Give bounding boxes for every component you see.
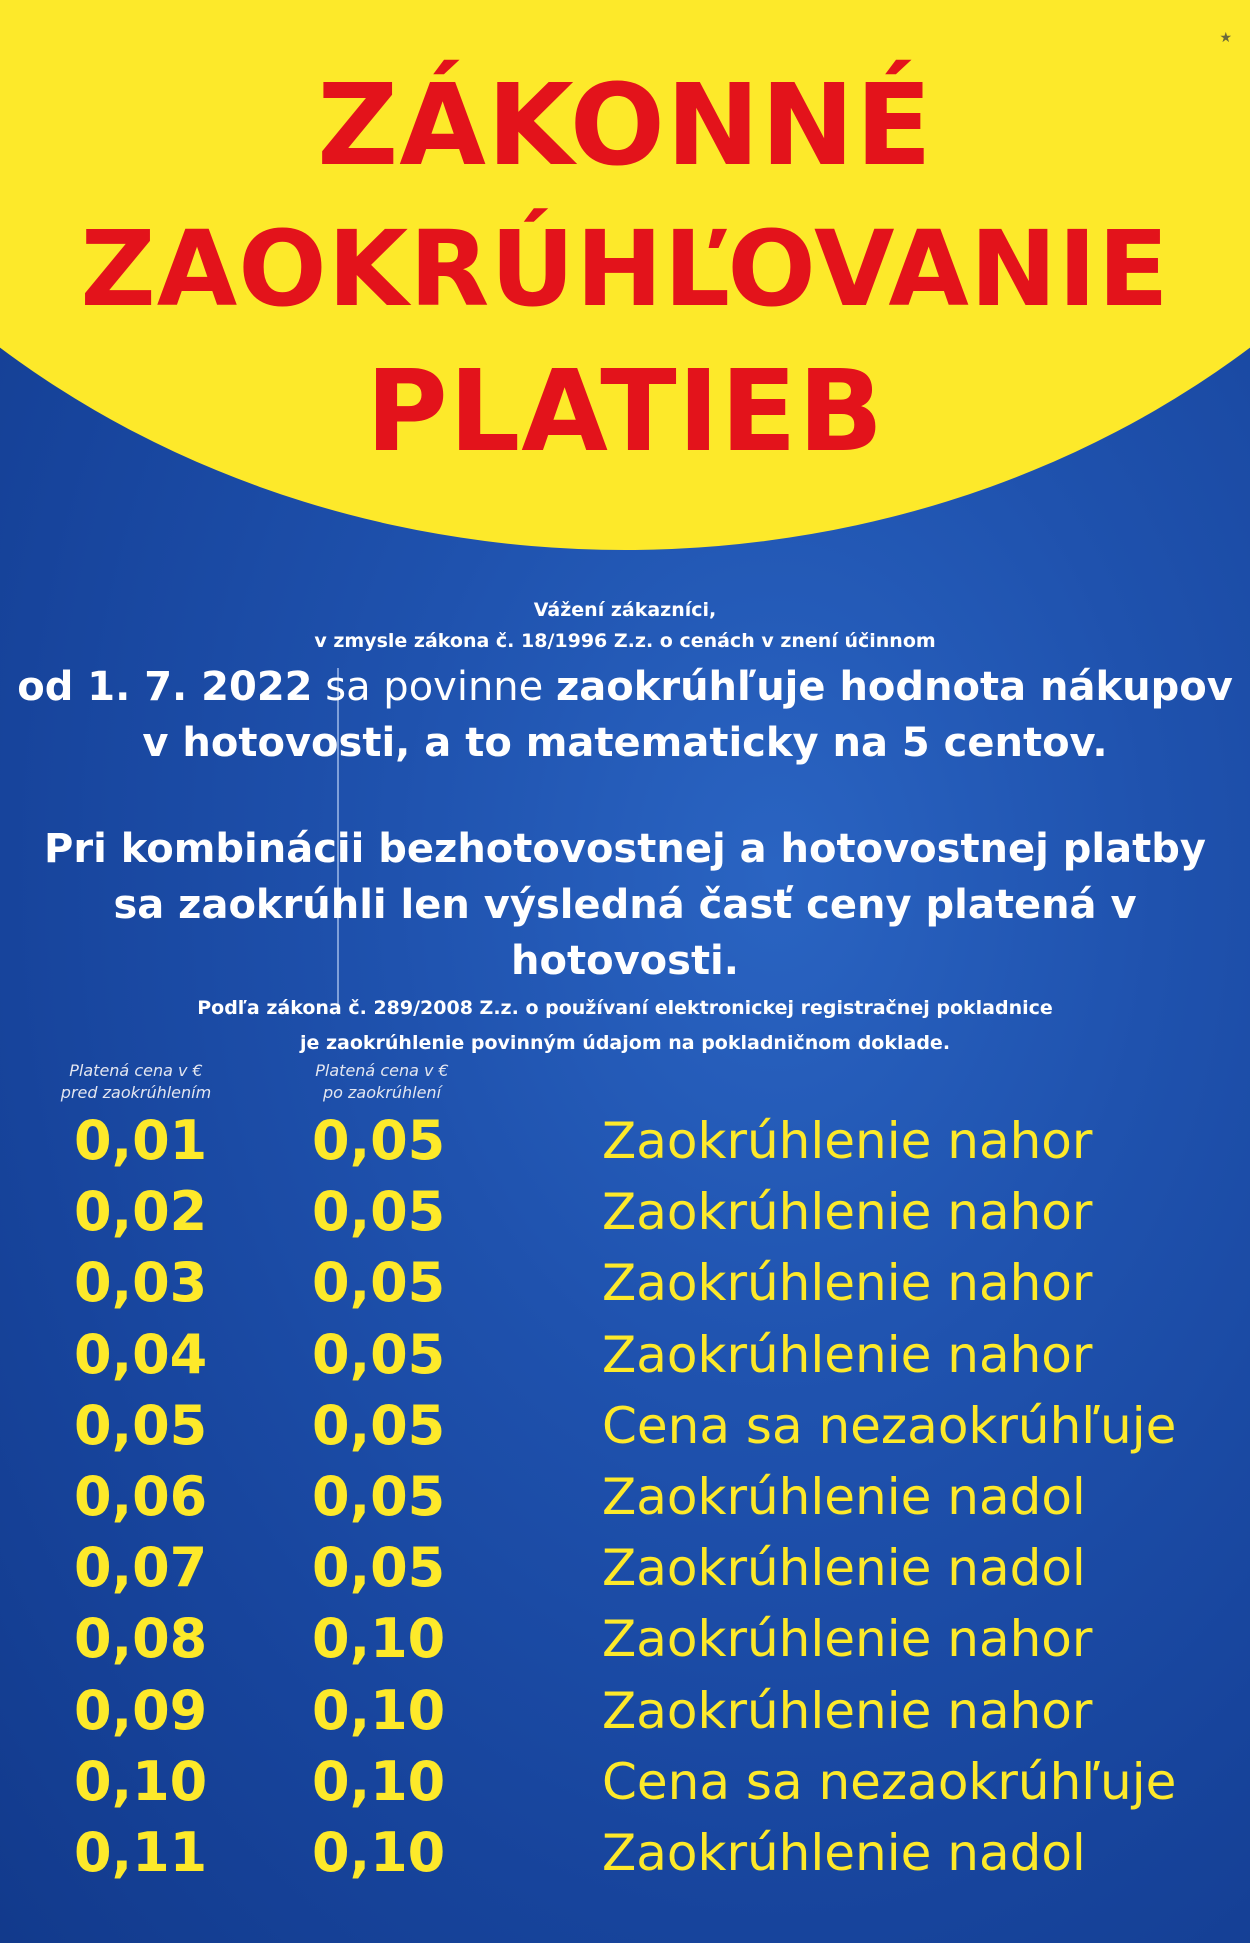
effective-date: od 1. 7. 2022 — [17, 664, 313, 710]
rounding-label: Cena sa nezaokrúhľuje — [602, 1396, 1177, 1455]
corner-mark: ★ — [1219, 30, 1232, 46]
rounding-label: Zaokrúhlenie nahor — [602, 1610, 1093, 1669]
rounding-label: Zaokrúhlenie nadol — [602, 1823, 1086, 1882]
table-row — [0, 1822, 1250, 1893]
column-header-before-line-2: pred zaokrúhlením — [60, 1083, 212, 1102]
combined-payment-line-1: Pri kombinácii bezhotovostnej a hotovostnej platby — [44, 826, 1206, 872]
price-after: 0,10 — [312, 1678, 446, 1742]
greeting: Vážení zákazníci, — [533, 599, 717, 621]
table-row — [0, 1751, 1250, 1822]
column-header-after-line-1: Platená cena v € — [315, 1061, 449, 1080]
table-row — [0, 1608, 1250, 1679]
rule-statement: zaokrúhľuje hodnota nákupov — [555, 664, 1233, 710]
cash-register-line-1: Podľa zákona č. 289/2008 Z.z. o používaní elektronickej registračnej pokladnice — [197, 997, 1053, 1019]
rounding-label: Zaokrúhlenie nadol — [602, 1539, 1086, 1598]
table-row — [0, 1395, 1250, 1466]
table-row — [0, 1252, 1250, 1323]
table-row — [0, 1181, 1250, 1252]
table-row — [0, 1537, 1250, 1608]
law-reference-line: v zmysle zákona č. 18/1996 Z.z. o cenách v znení účinnom — [314, 630, 936, 652]
price-after: 0,05 — [312, 1180, 446, 1244]
price-after: 0,10 — [312, 1749, 446, 1813]
column-header-before-line-1: Platená cena v € — [69, 1061, 203, 1080]
price-before: 0,04 — [74, 1322, 208, 1386]
combined-payment-line-2: sa zaokrúhli len výsledná časť ceny platená v hotovosti. — [113, 882, 1137, 984]
price-after: 0,05 — [312, 1109, 446, 1172]
headline-line-2: ZAOKRÚHĽOVANIE — [80, 208, 1170, 330]
price-before: 0,11 — [74, 1820, 208, 1884]
cash-register-line-2: je zaokrúhlenie povinným údajom na pokladničnom doklade. — [299, 1032, 951, 1054]
intro-text-block — [0, 595, 1250, 1061]
price-before: 0,05 — [74, 1393, 208, 1457]
column-header-before — [36, 1060, 236, 1104]
price-after: 0,05 — [312, 1322, 446, 1386]
cash-register-note — [0, 991, 1250, 1061]
rounding-label: Zaokrúhlenie nahor — [602, 1254, 1093, 1313]
table-row — [0, 1466, 1250, 1537]
price-after: 0,05 — [312, 1464, 446, 1528]
headline — [0, 55, 1250, 484]
price-after: 0,10 — [312, 1820, 446, 1884]
price-before: 0,07 — [74, 1536, 208, 1600]
rounding-label: Zaokrúhlenie nadol — [602, 1467, 1086, 1526]
price-before: 0,06 — [74, 1464, 208, 1528]
rounding-rule-line-2: v hotovosti, a to matematicky na 5 centov. — [142, 720, 1108, 766]
rounding-label: Zaokrúhlenie nahor — [602, 1681, 1093, 1740]
rounding-label: Zaokrúhlenie nahor — [602, 1112, 1093, 1170]
rounding-rule — [0, 659, 1250, 771]
price-after: 0,05 — [312, 1393, 446, 1457]
headline-line-1: ZÁKONNÉ — [317, 61, 933, 191]
column-header-after — [282, 1060, 482, 1104]
price-before: 0,09 — [74, 1678, 208, 1742]
column-header-after-line-2: po zaokrúhlení — [322, 1083, 442, 1102]
table-row — [0, 1680, 1250, 1751]
price-before: 0,10 — [74, 1749, 208, 1813]
rounding-rule-line-1 — [0, 659, 1250, 715]
rounding-label: Cena sa nezaokrúhľuje — [602, 1752, 1177, 1811]
combined-payment-note — [0, 821, 1250, 989]
rule-connector: sa povinne — [312, 664, 556, 710]
price-before: 0,02 — [74, 1180, 208, 1244]
price-before: 0,01 — [74, 1109, 208, 1172]
rounding-label: Zaokrúhlenie nahor — [602, 1325, 1093, 1384]
price-after: 0,05 — [312, 1536, 446, 1600]
table-row — [0, 1110, 1250, 1181]
price-before: 0,03 — [74, 1251, 208, 1315]
table-row — [0, 1324, 1250, 1395]
price-after: 0,05 — [312, 1251, 446, 1315]
price-after: 0,10 — [312, 1607, 446, 1671]
headline-line-3: PLATIEB — [365, 347, 885, 477]
price-before: 0,08 — [74, 1607, 208, 1671]
rounding-table — [0, 1110, 1250, 1893]
rounding-label: Zaokrúhlenie nahor — [602, 1183, 1093, 1242]
